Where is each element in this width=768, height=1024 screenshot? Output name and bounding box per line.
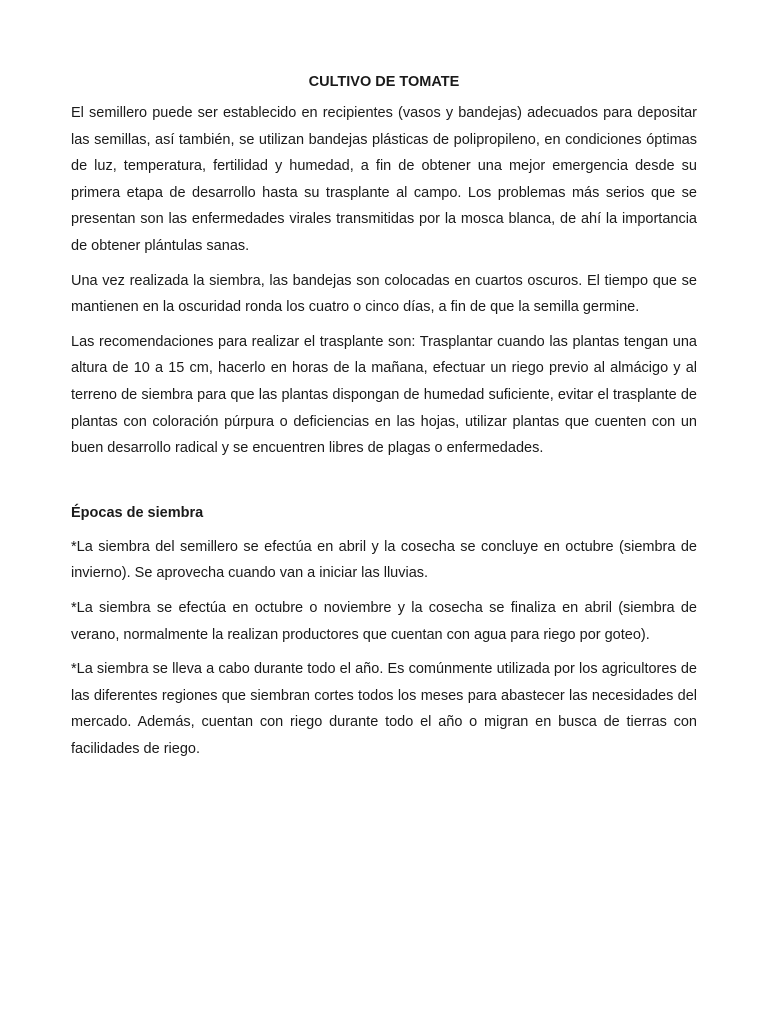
paragraph-trasplante: Las recomendaciones para realizar el trasplante son: Trasplantar cuando las plantas tengan una altura de 10 a 15 cm, hacerlo en horas de la mañana, efectuar un riego previo al almácigo y al terreno de siembra para que las plantas dispongan de humedad suficiente, evitar el trasplante de plantas con coloración púrpura o deficiencias en las hojas, utilizar plantas que cuenten con un buen desarrollo radical y se encuentren libres de plagas o enfermedades. [71,333,697,457]
paragraph-semillero: El semillero puede ser establecido en recipientes (vasos y bandejas) adecuados para depositar las semillas, así también, se utilizan bandejas plásticas de polipropileno, en condiciones óptimas de luz, temperatura, fertilidad y humedad, a fin de obtener una mejor emergencia desde su primera etapa de desarrollo hasta su trasplante al campo. Los problemas más serios que se presentan son las enfermedades virales transmitidas por la mosca blanca, de ahí la importancia de obtener plántulas sanas. [71,105,697,254]
section-heading-epocas: Épocas de siembra [71,504,204,521]
paragraph-siembra: Una vez realizada la siembra, las bandejas son colocadas en cuartos oscuros. El tiempo que se mantienen en la oscuridad ronda los cuatro o cinco días, a fin de que la semilla germine. [71,272,697,316]
paragraph-epoca-invierno: *La siembra del semillero se efectúa en abril y la cosecha se concluye en octubre (siembra de invierno). Se aprovecha cuando van a iniciar las lluvias. [71,538,697,582]
paragraph-epoca-todo-el-ano: *La siembra se lleva a cabo durante todo el año. Es comúnmente utilizada por los agricultores de las diferentes regiones que siembran cortes todos los meses para abastecer las necesidades del mercado. Además, cuentan con riego durante todo el año o migran en busca de tierras con facilidades de riego. [71,661,697,757]
paragraph-epoca-verano: *La siembra se efectúa en octubre o noviembre y la cosecha se finaliza en abril (siembra de verano, normalmente la realizan productores que cuentan con agua para riego por goteo). [71,599,697,643]
document-title: CULTIVO DE TOMATE [308,74,460,90]
